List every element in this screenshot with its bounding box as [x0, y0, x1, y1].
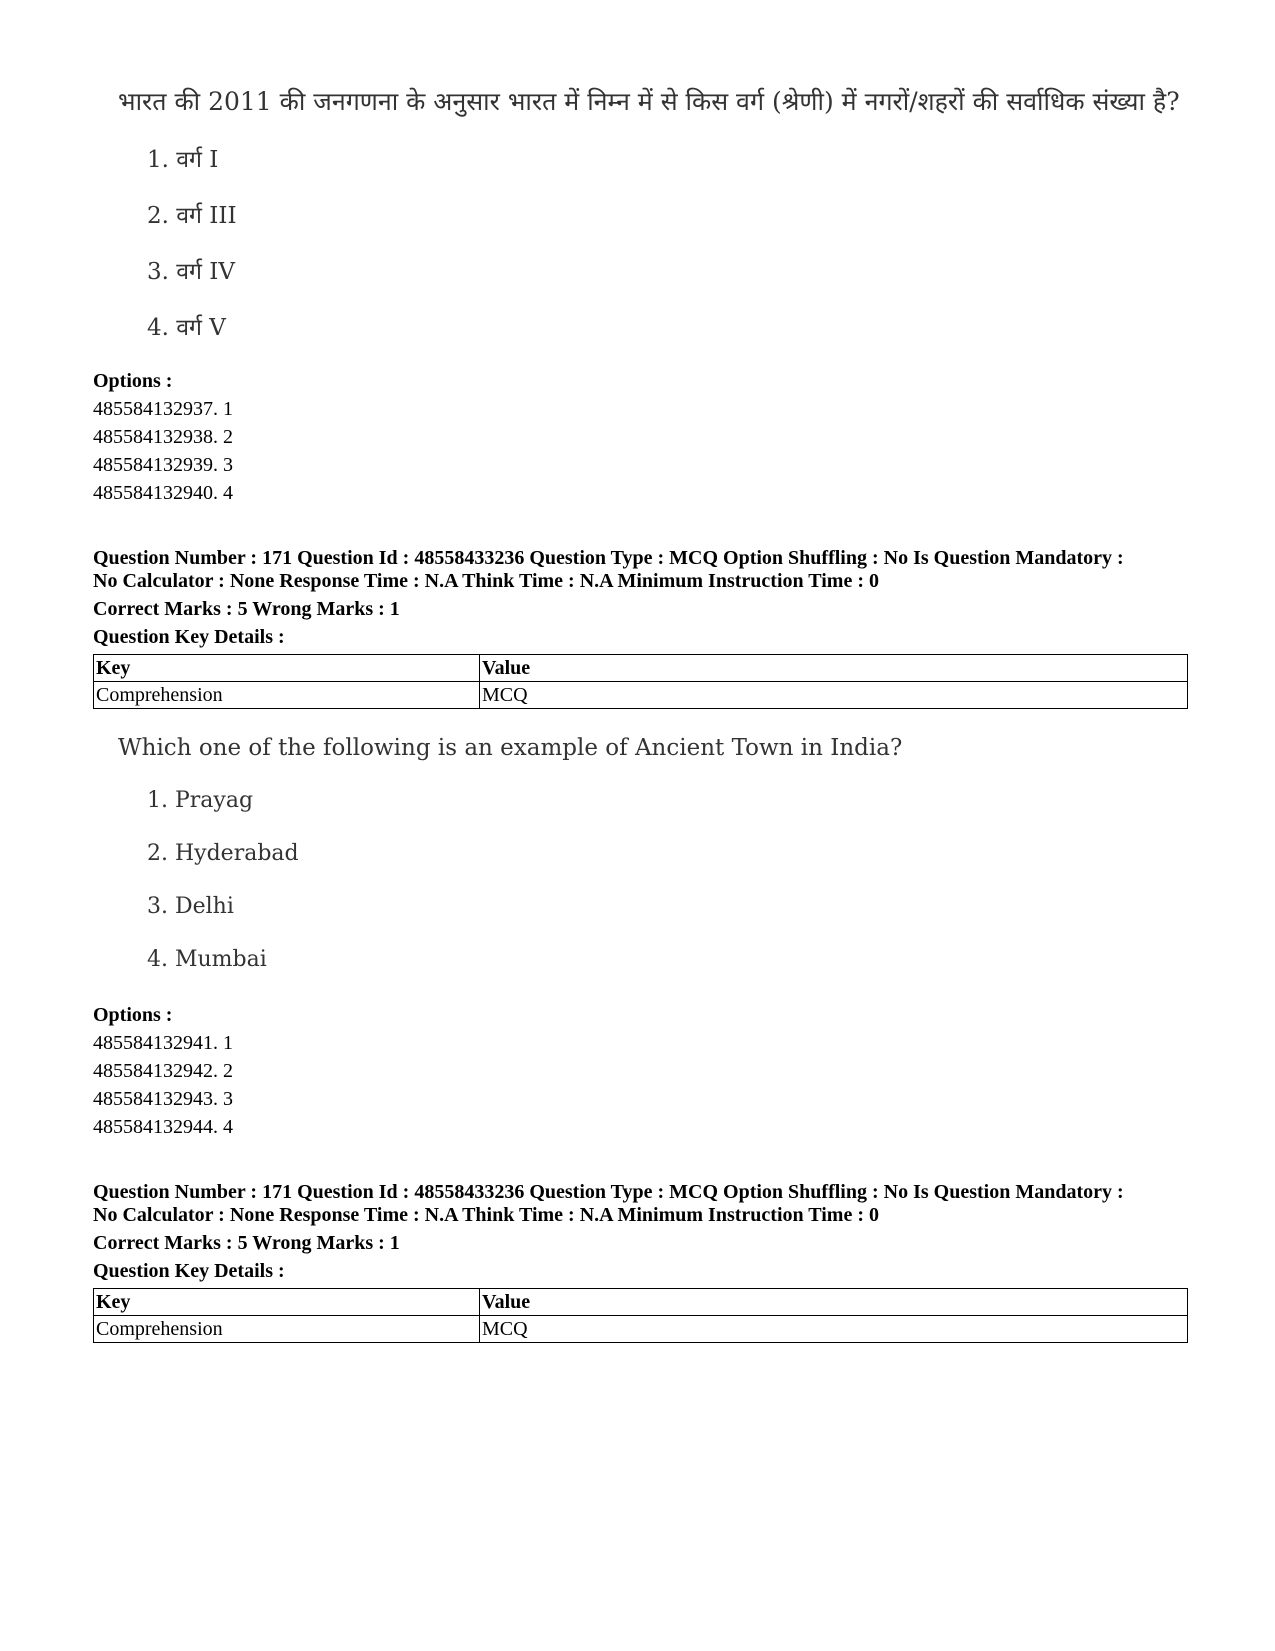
question-2-choice-2: 2. Hyderabad	[147, 841, 299, 866]
question-meta-2-line-2: No Calculator : None Response Time : N.A Think Time : N.A Minimum Instruction Time : 0	[93, 1204, 879, 1226]
table-row	[94, 1316, 1188, 1343]
option-1-1: 485584132937. 1	[93, 398, 233, 420]
table-cell-value: MCQ	[480, 682, 1188, 709]
table-header-row	[94, 1289, 1188, 1316]
option-1-3: 485584132939. 3	[93, 454, 233, 476]
option-2-1: 485584132941. 1	[93, 1032, 233, 1054]
table-header-value: Value	[480, 1289, 1188, 1316]
table-cell-key: Comprehension	[94, 682, 480, 709]
marks-2: Correct Marks : 5 Wrong Marks : 1	[93, 1232, 400, 1254]
table-cell-key: Comprehension	[94, 1316, 480, 1343]
question-1-choice-2: 2. वर्ग III	[147, 203, 237, 229]
question-2-choice-1: 1. Prayag	[147, 788, 254, 813]
option-1-4: 485584132940. 4	[93, 482, 233, 504]
table-row	[94, 682, 1188, 709]
question-2-stem: Which one of the following is an example of Ancient Town in India?	[118, 735, 903, 761]
key-details-table-1	[93, 654, 1188, 709]
option-2-3: 485584132943. 3	[93, 1088, 233, 1110]
question-1-choice-4: 4. वर्ग V	[147, 315, 226, 341]
option-2-2: 485584132942. 2	[93, 1060, 233, 1082]
question-2-choice-4: 4. Mumbai	[147, 947, 267, 972]
key-details-label-1: Question Key Details :	[93, 626, 285, 648]
question-1-stem: भारत की 2011 की जनगणना के अनुसार भारत में निम्न में से किस वर्ग (श्रेणी) में नगरों/शहरों की सर्वाधिक संख्या है?	[118, 87, 1180, 116]
table-header-row	[94, 655, 1188, 682]
table-header-key: Key	[94, 655, 480, 682]
question-meta-2-line-1: Question Number : 171 Question Id : 48558433236 Question Type : MCQ Option Shuffling : No Is Question Mandatory :	[93, 1181, 1124, 1203]
option-2-4: 485584132944. 4	[93, 1116, 233, 1138]
option-1-2: 485584132938. 2	[93, 426, 233, 448]
options-label-2: Options :	[93, 1004, 173, 1026]
table-cell-value: MCQ	[480, 1316, 1188, 1343]
key-details-table-2	[93, 1288, 1188, 1343]
key-details-label-2: Question Key Details :	[93, 1260, 285, 1282]
question-meta-1-line-2: No Calculator : None Response Time : N.A Think Time : N.A Minimum Instruction Time : 0	[93, 570, 879, 592]
question-meta-1-line-1: Question Number : 171 Question Id : 48558433236 Question Type : MCQ Option Shuffling : No Is Question Mandatory :	[93, 547, 1124, 569]
marks-1: Correct Marks : 5 Wrong Marks : 1	[93, 598, 400, 620]
question-2-choice-3: 3. Delhi	[147, 894, 234, 919]
table-header-value: Value	[480, 655, 1188, 682]
question-1-choice-1: 1. वर्ग I	[147, 147, 219, 173]
question-1-choice-3: 3. वर्ग IV	[147, 259, 235, 285]
table-header-key: Key	[94, 1289, 480, 1316]
options-label-1: Options :	[93, 370, 173, 392]
